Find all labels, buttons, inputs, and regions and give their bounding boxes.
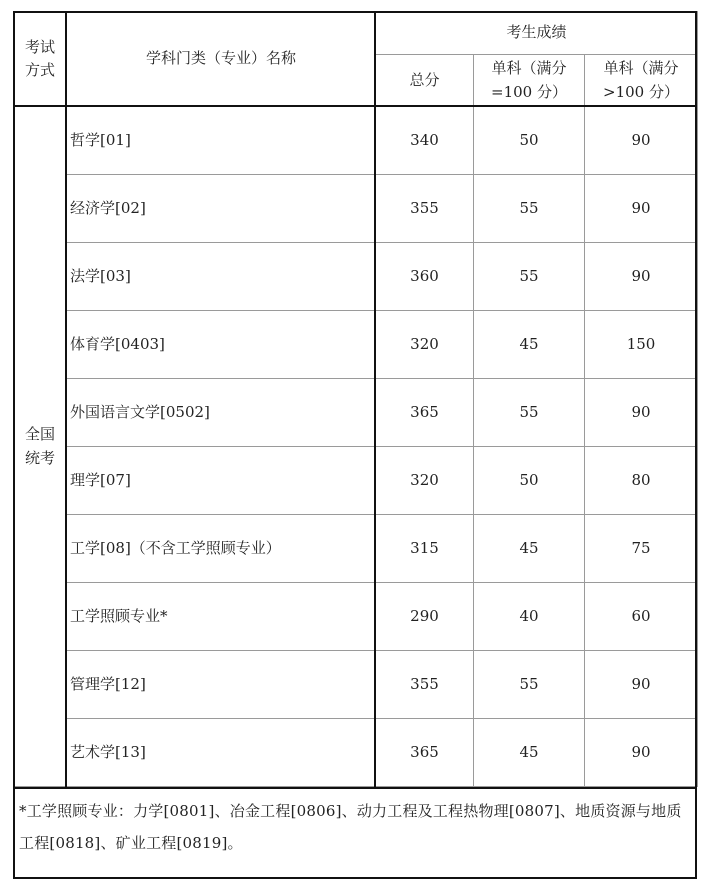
single-over100-cell: 90 [585,651,698,719]
footnote: *工学照顾专业：力学[0801]、冶金工程[0806]、动力工程及工程热物理[0807]、地质资源与地质工程[0818]、矿业工程[0819]。 [19,802,682,852]
single-over100-cell: 90 [585,243,698,311]
total-score-cell: 365 [376,719,474,787]
single-100-cell: 50 [474,447,585,515]
total-score-cell: 355 [376,175,474,243]
single-over100-cell: 90 [585,107,698,175]
total-score-cell: 360 [376,243,474,311]
exam-method-cell: 全国统考 [14,107,67,787]
total-score-cell: 315 [376,515,474,583]
score-table [13,11,698,787]
single-100-cell: 55 [474,651,585,719]
single-100-cell: 40 [474,583,585,651]
exam-method-header: 考试方式 [14,12,67,107]
single-100-cell: 55 [474,175,585,243]
single-over100-cell: 75 [585,515,698,583]
single-100-cell: 45 [474,719,585,787]
single-over100-cell: 90 [585,719,698,787]
total-score-cell: 320 [376,447,474,515]
single-over100-header: 单科（满分>100 分） [585,55,698,107]
subject-name-cell: 艺术学[13] [67,719,376,787]
scores-group-header: 考生成绩 [376,12,698,55]
subject-name-cell: 工学[08]（不含工学照顾专业） [67,515,376,583]
single-over100-cell: 90 [585,379,698,447]
total-score-cell: 355 [376,651,474,719]
single-100-cell: 55 [474,243,585,311]
total-score-cell: 320 [376,311,474,379]
single-over100-cell: 60 [585,583,698,651]
single-100-cell: 50 [474,107,585,175]
subject-name-cell: 哲学[01] [67,107,376,175]
subject-name-header: 学科门类（专业）名称 [67,12,376,107]
subject-name-cell: 外国语言文学[0502] [67,379,376,447]
total-score-cell: 365 [376,379,474,447]
single-100-header: 单科（满分=100 分） [474,55,585,107]
total-score-cell: 290 [376,583,474,651]
total-score-cell: 340 [376,107,474,175]
total-score-header: 总分 [376,55,474,107]
single-over100-cell: 150 [585,311,698,379]
divider-line [13,787,697,789]
subject-name-cell: 工学照顾专业* [67,583,376,651]
single-100-cell: 55 [474,379,585,447]
single-100-cell: 45 [474,515,585,583]
subject-name-cell: 法学[03] [67,243,376,311]
subject-name-cell: 体育学[0403] [67,311,376,379]
subject-name-cell: 管理学[12] [67,651,376,719]
subject-name-cell: 经济学[02] [67,175,376,243]
single-100-cell: 45 [474,311,585,379]
subject-name-cell: 理学[07] [67,447,376,515]
single-over100-cell: 80 [585,447,698,515]
single-over100-cell: 90 [585,175,698,243]
